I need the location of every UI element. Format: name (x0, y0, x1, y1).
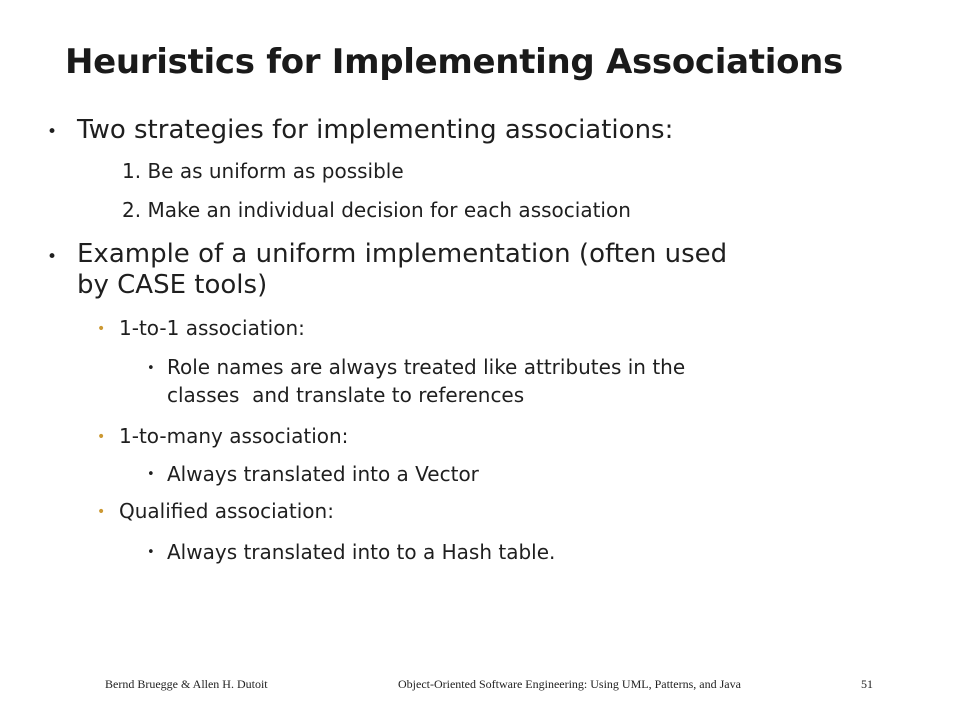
bullet-level1-example-line1: Example of a uniform implementation (often used (77, 239, 728, 269)
numbered-item-individual: 2. Make an individual decision for each association (122, 198, 631, 222)
bullet-marker: • (147, 545, 155, 560)
bullet-level3-vector: Always translated into a Vector (167, 462, 479, 486)
footer-page-number: 51 (861, 677, 873, 691)
footer-authors: Bernd Bruegge & Allen H. Dutoit (105, 677, 268, 691)
bullet-level2-qualified: Qualified association: (119, 499, 334, 523)
bullet-marker: • (97, 429, 106, 445)
bullet-level2-one-to-many: 1-to-many association: (119, 424, 349, 448)
bullet-level3-role-names-line2: classes and translate to references (167, 383, 525, 407)
bullet-marker: • (47, 122, 58, 142)
bullet-marker: • (97, 504, 106, 520)
footer-book-title: Object-Oriented Software Engineering: Using UML, Patterns, and Java (398, 677, 741, 691)
slide-title: Heuristics for Implementing Associations (65, 42, 843, 82)
bullet-level1-strategies: Two strategies for implementing associations: (77, 115, 674, 145)
bullet-level1-example-line2: by CASE tools) (77, 270, 268, 300)
bullet-marker: • (147, 467, 155, 482)
bullet-marker: • (47, 247, 58, 267)
bullet-marker: • (147, 361, 155, 376)
numbered-item-uniform: 1. Be as uniform as possible (122, 159, 404, 183)
bullet-level3-role-names-line1: Role names are always treated like attributes in the (167, 355, 686, 379)
bullet-marker: • (97, 321, 106, 337)
bullet-level3-hash-table: Always translated into to a Hash table. (167, 540, 556, 564)
bullet-level2-one-to-one: 1-to-1 association: (119, 316, 305, 340)
